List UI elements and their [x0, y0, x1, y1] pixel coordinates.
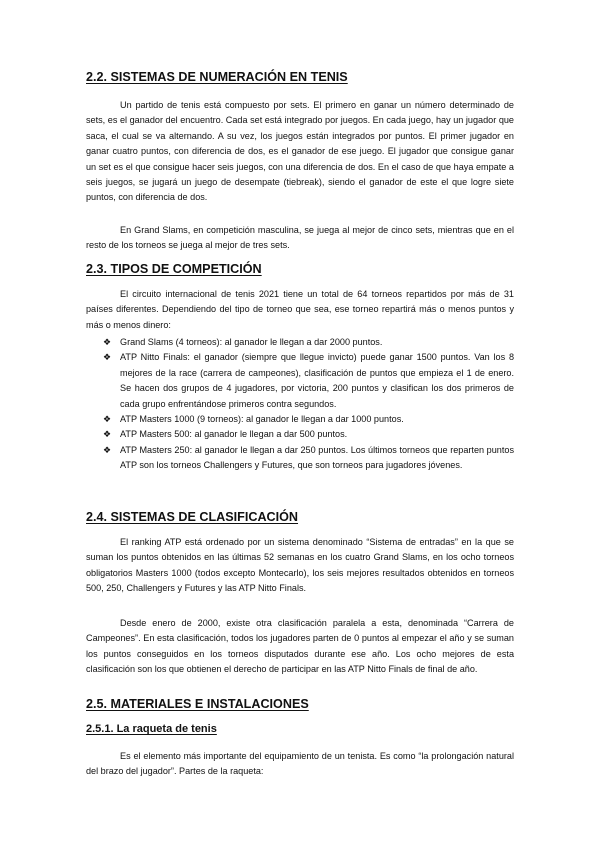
paragraph: Un partido de tenis está compuesto por sets. El primero en ganar un número determinado de sets, es el ganador del encuentro. Cada set está integrado por juegos. En cada juego, hay un jugador que saca, el cual se va alternando. A su vez, los juegos están integrados por puntos. El primer jugador en ganar cuatro puntos, con diferencia de dos, es el ganador de ese juego. El jugador que consigue ganar un set es el que consigue hacer seis juegos, con una diferencia de dos. En el caso de que haya empate a seis juegos, se jugará un juego de desempate (tiebreak), siendo el ganador de este el que logre siete puntos, con diferencia de dos.: [86, 100, 514, 203]
paragraph: Es el elemento más importante del equipamiento de un tenista. Es como “la prolongación natural del brazo del jugador”. Partes de la raqueta:: [86, 751, 514, 777]
paragraph: Desde enero de 2000, existe otra clasificación paralela a esta, denominada “Carrera de Campeones”. En esta clasificación, todos los jugadores parten de 0 puntos al empezar el año y se suman los puntos conseguidos en los torneos disputados durante ese año. Los ocho mejores de esta clasificación son los que obtienen el derecho de participar en las ATP Nitto Finals de final de año.: [86, 618, 514, 675]
subsection-heading-2-5-1: 2.5.1. La raqueta de tenis: [86, 723, 217, 735]
section-heading-2-5: 2.5. MATERIALES E INSTALACIONES: [86, 697, 309, 711]
list-item-text: Grand Slams (4 torneos): al ganador le llegan a dar 2000 puntos.: [120, 337, 383, 347]
diamond-bullet-icon: ❖: [103, 352, 112, 363]
list-item-text: ATP Masters 1000 (9 torneos): al ganador le llegan a dar 1000 puntos.: [120, 414, 404, 425]
paragraph: El circuito internacional de tenis 2021 tiene un total de 64 torneos repartidos por más de 31 países diferentes. Dependiendo del tipo de torneo que sea, ese torneo repartirá más o menos puntos y más o menos dinero:: [86, 289, 514, 330]
diamond-bullet-icon: ❖: [103, 337, 112, 347]
paragraph: En Grand Slams, en competición masculina, se juega al mejor de cinco sets, mientras que en el resto de los torneos se juega al mejor de tres sets.: [86, 225, 514, 251]
tournament-list: [86, 335, 514, 474]
list-item-text: ATP Nitto Finals: el ganador (siempre que llegue invicto) puede ganar 1500 puntos. Van los 8 mejores de la race (carrera de campeones), clasificación de puntos que empieza el 1 de enero. Se hacen dos grupos de 4 jugadores, por victoria, 200 puntos y clasifican los dos primeros de cada grupo enfrentándose primeros contra segundos.: [120, 352, 514, 409]
section-heading-2-2: 2.2. SISTEMAS DE NUMERACIÓN EN TENIS: [86, 70, 348, 84]
diamond-bullet-icon: ❖: [103, 429, 112, 440]
list-item-text: ATP Masters 500: al ganador le llegan a dar 500 puntos.: [120, 429, 348, 440]
section-heading-2-3: 2.3. TIPOS DE COMPETICIÓN: [86, 262, 262, 276]
list-item-text: ATP Masters 250: al ganador le llegan a dar 250 puntos. Los últimos torneos que reparten puntos ATP son los torneos Challengers y Futures, que son torneos para jugadores jóvenes.: [120, 444, 514, 471]
diamond-bullet-icon: ❖: [103, 444, 112, 455]
list-item: [86, 443, 514, 474]
paragraph: El ranking ATP está ordenado por un sistema denominado “Sistema de entradas” en la que se suman los puntos obtenidos en las últimas 52 semanas en los cuatro Grand Slams, en los ocho torneos obligatorios Masters 1000 (todos excepto Montecarlo), los seis mejores resultados obtenidos en torneos 500, 250, Challengers y Futures y las ATP Nitto Finals.: [86, 537, 514, 594]
list-item: [86, 350, 514, 412]
list-item: [86, 335, 514, 350]
diamond-bullet-icon: ❖: [103, 414, 112, 425]
list-item: [86, 427, 514, 442]
list-item: [86, 412, 514, 427]
section-heading-2-4: 2.4. SISTEMAS DE CLASIFICACIÓN: [86, 510, 299, 524]
